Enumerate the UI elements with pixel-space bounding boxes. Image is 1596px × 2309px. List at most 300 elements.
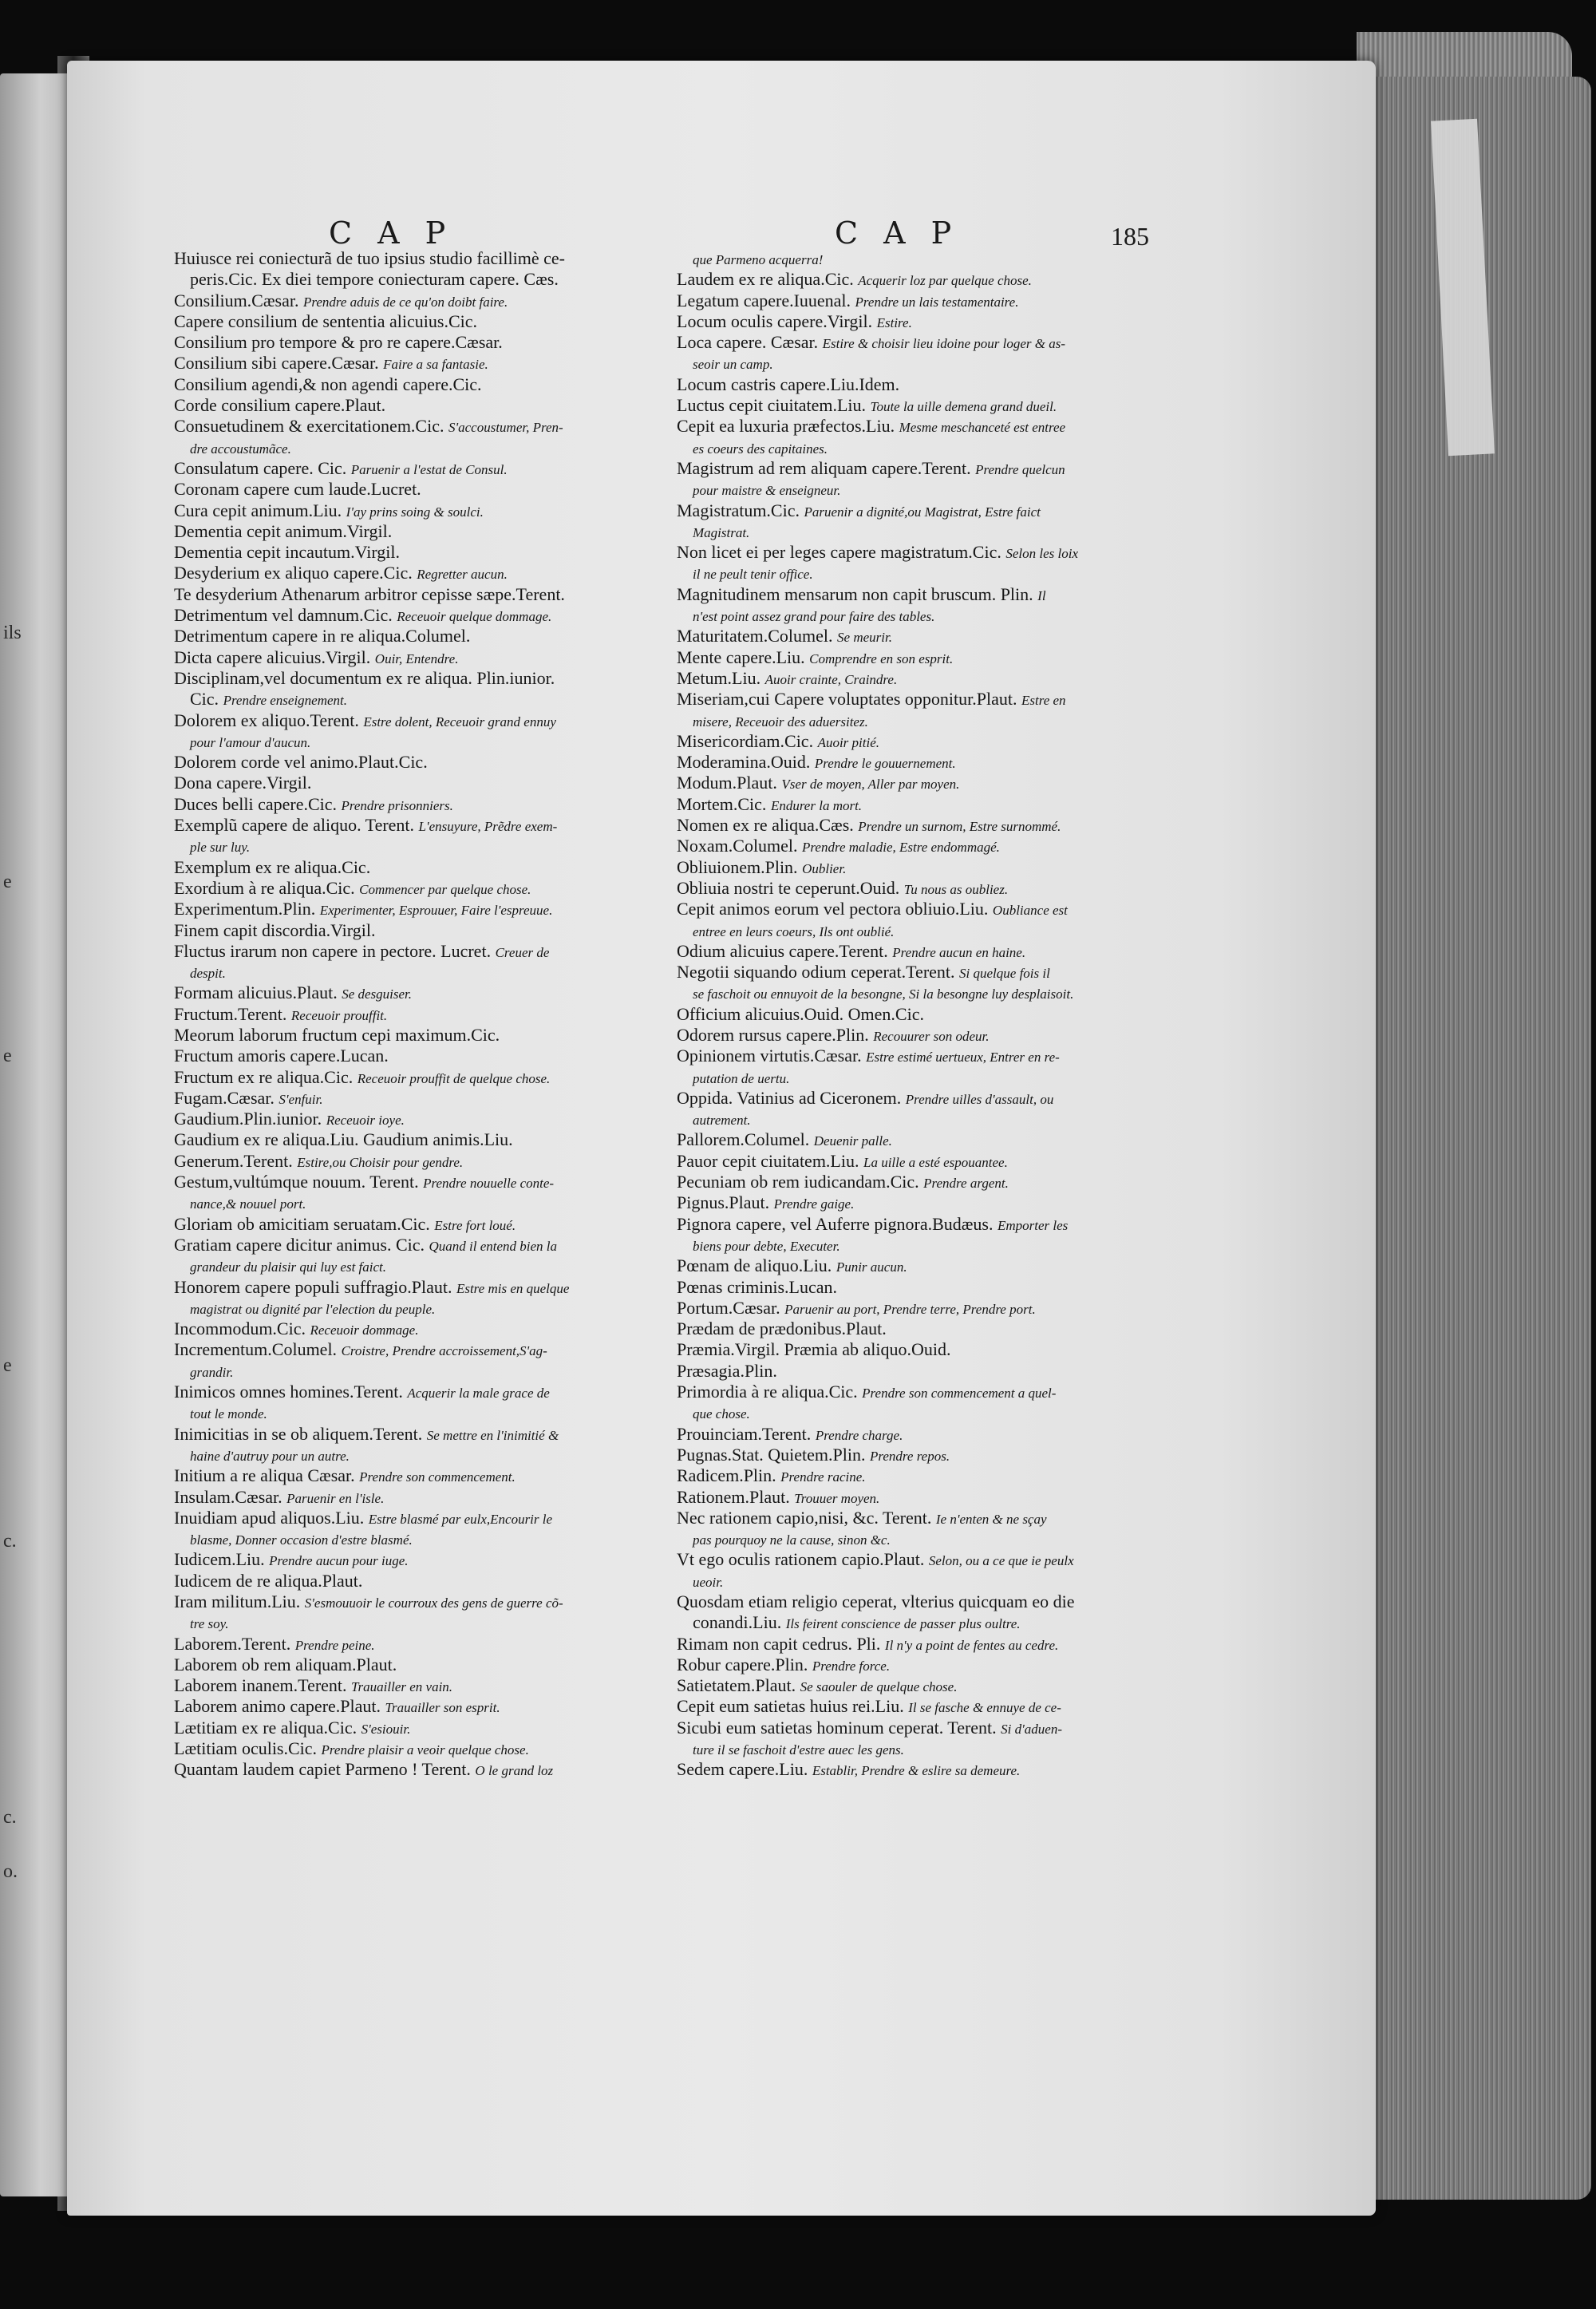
french-gloss: Endurer la mort. [770, 797, 863, 813]
french-gloss: Auoir pitié. [817, 734, 880, 750]
dictionary-entry [677, 1613, 1140, 1634]
dictionary-entry [174, 1635, 642, 1655]
dictionary-entry [677, 1635, 1140, 1655]
dictionary-entry [174, 606, 642, 627]
fragment-text: c. [3, 1807, 17, 1828]
french-gloss: misere, Receuoir des aduersitez. [693, 714, 868, 729]
dictionary-entry [174, 1718, 642, 1739]
dictionary-entry [174, 836, 642, 857]
dictionary-entry [677, 1508, 1140, 1529]
french-gloss: Prendre nouuelle conte- [423, 1176, 555, 1192]
dictionary-entry [677, 417, 1140, 437]
dictionary-entry [174, 1550, 642, 1571]
dictionary-entry [174, 1362, 642, 1382]
dictionary-entry [174, 1236, 642, 1256]
french-gloss: Emporter les [998, 1217, 1069, 1233]
french-gloss: Toute la uille demena grand dueil. [870, 399, 1057, 415]
fragment-text: ils [3, 623, 22, 643]
french-gloss: S'esiouir. [361, 1721, 411, 1737]
latin-text: Gaudium.Plin.iunior. [174, 1109, 322, 1129]
french-gloss: Receuoir dommage. [310, 1323, 419, 1338]
latin-text: Locum castris capere.Liu.Idem. [677, 374, 900, 394]
french-gloss: S'accoustumer, Pren- [448, 420, 563, 436]
dictionary-entry [677, 1362, 1140, 1382]
french-gloss: Se desguiser. [342, 986, 413, 1002]
french-gloss: Selon les loix [1005, 546, 1078, 562]
latin-text: Huiusce rei coniecturã de tuo ipsius studio facillimè ce- [174, 248, 565, 268]
french-gloss: ture il se faschoit d'estre auec les gens. [693, 1742, 904, 1758]
french-gloss: nance,& nouuel port. [190, 1196, 306, 1212]
dictionary-entry [677, 1550, 1140, 1571]
french-gloss: Il se fasche & ennuye de ce- [908, 1700, 1061, 1716]
latin-text: Iudicem.Liu. [174, 1549, 265, 1570]
french-gloss: Prendre son commencement a quel- [862, 1386, 1057, 1402]
latin-text: Noxam.Columel. [677, 836, 798, 856]
dictionary-entry [174, 816, 642, 836]
french-gloss: Prendre aucun pour iuge. [269, 1553, 409, 1569]
dictionary-entry [174, 1193, 642, 1214]
latin-text: Prædam de prædonibus.Plaut. [677, 1319, 887, 1339]
dictionary-entry [174, 899, 642, 920]
latin-text: Consilium agendi,& non agendi capere.Cic. [174, 374, 482, 394]
french-gloss: Prendre uilles d'assault, ou [905, 1091, 1054, 1107]
dictionary-entry [174, 1572, 642, 1592]
french-gloss: Trouuer moyen. [794, 1490, 880, 1506]
dictionary-entry [174, 732, 642, 753]
latin-text: Consuetudinem & exercitationem.Cic. [174, 416, 444, 437]
french-gloss: tre soy. [190, 1616, 229, 1632]
latin-text: Laborem inanem.Terent. [174, 1675, 347, 1696]
dictionary-entry [677, 459, 1140, 480]
dictionary-entry [677, 1319, 1140, 1340]
dictionary-entry [174, 1152, 642, 1172]
french-gloss: ueoir. [693, 1574, 724, 1590]
dictionary-entry [677, 480, 1140, 500]
french-gloss: Receuoir prouffit. [290, 1007, 388, 1023]
latin-text: Negotii siquando odium ceperat.Terent. [677, 962, 955, 983]
latin-text: Magnitudinem mensarum non capit bruscum. Plin. [677, 583, 1033, 604]
french-gloss: se faschoit ou ennuyoit de la besongne, Si la besongne luy desplaisoit. [693, 986, 1074, 1002]
latin-text: Gaudium ex re aliqua.Liu. Gaudium animis.Liu. [174, 1129, 513, 1150]
dictionary-entry [174, 1026, 642, 1046]
french-gloss: Prendre gaige. [773, 1196, 855, 1212]
french-gloss: Prendre plaisir a veoir quelque chose. [321, 1742, 529, 1758]
latin-text: Exordium à re aliqua.Cic. [174, 877, 355, 898]
latin-text: Odium alicuius capere.Terent. [677, 940, 888, 961]
dictionary-entry [174, 501, 642, 522]
french-gloss: Prendre racine. [780, 1469, 866, 1485]
latin-text: Robur capere.Plin. [677, 1654, 808, 1674]
latin-text: Consilium pro tempore & pro re capere.Cæsar. [174, 332, 503, 353]
dictionary-entry [677, 563, 1140, 584]
dictionary-entry [174, 270, 642, 291]
left-column [174, 249, 642, 1781]
dictionary-entry [174, 480, 642, 500]
dictionary-entry [677, 606, 1140, 627]
latin-text: Maturitatem.Columel. [677, 626, 833, 646]
french-gloss: Prendre enseignement. [223, 693, 348, 709]
dictionary-entry [174, 1508, 642, 1529]
dictionary-entry [677, 1425, 1140, 1445]
latin-text: Fructum amoris capere.Lucan. [174, 1046, 389, 1066]
latin-text: Detrimentum vel damnum.Cic. [174, 605, 393, 626]
french-gloss: Prendre charge. [815, 1427, 903, 1443]
latin-text: Vt ego oculis rationem capio.Plaut. [677, 1549, 925, 1570]
latin-text: Primordia à re aliqua.Cic. [677, 1382, 858, 1402]
french-gloss: n'est point assez grand pour faire des tables. [693, 609, 935, 625]
latin-text: Iudicem de re aliqua.Plaut. [174, 1570, 363, 1591]
french-gloss: Se meurir. [837, 630, 892, 646]
latin-text: Generum.Terent. [174, 1150, 293, 1171]
dictionary-entry [174, 375, 642, 396]
latin-text: Formam alicuius.Plaut. [174, 983, 338, 1003]
dictionary-entry [677, 1529, 1140, 1550]
latin-text: Portum.Cæsar. [677, 1297, 780, 1318]
dictionary-entry [677, 375, 1140, 396]
dictionary-entry [677, 249, 1140, 270]
dictionary-entry [677, 396, 1140, 417]
latin-text: Dementia cepit animum.Virgil. [174, 520, 393, 541]
running-head-left: C A P [329, 215, 454, 251]
latin-text: Disciplinam,vel documentum ex re aliqua. Plin.iunior. [174, 667, 555, 688]
dictionary-entry [677, 1340, 1140, 1361]
latin-text: Gratiam capere dicitur animus. Cic. [174, 1234, 425, 1255]
latin-text: Dolorem corde vel animo.Plaut.Cic. [174, 752, 428, 773]
dictionary-entry [677, 1152, 1140, 1172]
dictionary-entry [174, 1613, 642, 1634]
dictionary-entry [174, 563, 642, 584]
french-gloss: dre accoustumãce. [190, 441, 291, 457]
dictionary-entry [677, 312, 1140, 333]
dictionary-entry [677, 438, 1140, 459]
french-gloss: haine d'autruy pour un autre. [190, 1448, 350, 1464]
latin-text: Iram militum.Liu. [174, 1591, 301, 1611]
dictionary-entry [174, 1488, 642, 1508]
dictionary-entry [677, 1760, 1140, 1781]
dictionary-entry [174, 333, 642, 354]
french-gloss: Prendre peine. [294, 1637, 375, 1653]
dictionary-entry [677, 1005, 1140, 1026]
french-gloss: es coeurs des capitaines. [693, 441, 828, 457]
latin-text: Inimicitias in se ob aliquem.Terent. [174, 1423, 423, 1444]
latin-text: Miseriam,cui Capere voluptates opponitur.Plaut. [677, 689, 1017, 710]
latin-text: Non licet ei per leges capere magistratum.Cic. [677, 542, 1001, 563]
french-gloss: Commencer par quelque chose. [359, 881, 531, 897]
running-head-right: C A P [835, 215, 960, 251]
dictionary-entry [677, 522, 1140, 543]
french-gloss: entree en leurs coeurs, Ils ont oublié. [693, 923, 895, 939]
dictionary-entry [677, 1676, 1140, 1697]
french-gloss: Trauailler en vain. [351, 1679, 453, 1695]
dictionary-entry [677, 627, 1140, 647]
latin-text: Detrimentum capere in re aliqua.Columel. [174, 626, 471, 646]
dictionary-entry [677, 1089, 1140, 1109]
latin-text: Magistratum.Cic. [677, 500, 800, 520]
fragment-text: e [3, 872, 12, 892]
dictionary-entry [174, 858, 642, 879]
dictionary-entry [677, 501, 1140, 522]
left-page-edge [0, 73, 73, 2196]
dictionary-entry [174, 543, 642, 563]
latin-text: Magistrum ad rem aliquam capere.Terent. [677, 457, 971, 478]
french-gloss: Vser de moyen, Aller par moyen. [781, 777, 960, 793]
latin-text: Insulam.Cæsar. [174, 1486, 282, 1507]
french-gloss: Il [1037, 587, 1046, 603]
dictionary-entry [174, 438, 642, 459]
latin-text: Corde consilium capere.Plaut. [174, 395, 386, 416]
french-gloss: Estre blasmé par eulx,Encourir le [368, 1511, 553, 1527]
dictionary-entry [174, 1425, 642, 1445]
latin-text: Dementia cepit incautum.Virgil. [174, 542, 400, 563]
dictionary-entry [677, 879, 1140, 899]
french-gloss: Estre estimé uertueux, Entrer en re- [866, 1050, 1060, 1066]
latin-text: Radicem.Plin. [677, 1465, 776, 1486]
dictionary-entry [677, 1592, 1140, 1613]
dictionary-entry [677, 1655, 1140, 1676]
latin-text: Consulatum capere. Cic. [174, 457, 347, 478]
latin-text: Nomen ex re aliqua.Cæs. [677, 815, 854, 836]
latin-text: Pugnas.Stat. Quietem.Plin. [677, 1444, 866, 1465]
dictionary-entry [174, 291, 642, 312]
dictionary-entry [174, 312, 642, 333]
latin-text: Initium a re aliqua Cæsar. [174, 1465, 355, 1486]
dictionary-entry [174, 963, 642, 983]
latin-text: Pignus.Plaut. [677, 1192, 770, 1213]
latin-text: Consilium sibi capere.Cæsar. [174, 353, 379, 374]
latin-text: Honorem capere populi suffragio.Plaut. [174, 1276, 452, 1297]
latin-text: Sedem capere.Liu. [677, 1759, 808, 1780]
french-gloss: Magistrat. [693, 524, 750, 540]
french-gloss: Estire,ou Choisir pour gendre. [297, 1154, 464, 1170]
dictionary-entry [677, 669, 1140, 690]
dictionary-entry [677, 1046, 1140, 1067]
dictionary-entry [677, 585, 1140, 606]
dictionary-entry [677, 1130, 1140, 1151]
latin-text: Dona capere.Virgil. [174, 773, 312, 793]
dictionary-entry [677, 773, 1140, 794]
latin-text: Mente capere.Liu. [677, 646, 805, 667]
latin-text: Desyderium ex aliquo capere.Cic. [174, 563, 413, 583]
dictionary-entry [174, 1655, 642, 1676]
latin-text: Pauor cepit ciuitatem.Liu. [677, 1150, 859, 1171]
latin-text: Fructum.Terent. [174, 1003, 287, 1024]
french-gloss: autrement. [693, 1113, 751, 1129]
latin-text: Præmia.Virgil. Præmia ab aliquo.Ouid. [677, 1339, 951, 1360]
dictionary-entry [174, 1739, 642, 1760]
fragment-text: o. [3, 1861, 18, 1882]
french-gloss: Prendre aduis de ce qu'on doibt faire. [302, 294, 508, 310]
dictionary-entry [677, 732, 1140, 753]
dictionary-entry [677, 816, 1140, 836]
french-gloss: Ouir, Entendre. [374, 650, 459, 666]
dictionary-entry [174, 522, 642, 543]
french-gloss: magistrat ou dignité par l'election du peuple. [190, 1301, 436, 1317]
latin-text: Te desyderium Athenarum arbitror cepisse sæpe.Terent. [174, 583, 565, 604]
dictionary-entry [174, 983, 642, 1004]
latin-text: Pallorem.Columel. [677, 1129, 810, 1150]
page-number: 185 [1111, 222, 1149, 251]
latin-text: Laudem ex re aliqua.Cic. [677, 269, 854, 290]
french-gloss: despit. [190, 966, 226, 982]
right-column [677, 249, 1140, 1781]
dictionary-entry [174, 396, 642, 417]
french-gloss: blasme, Donner occasion d'estre blasmé. [190, 1532, 413, 1548]
french-gloss: que Parmeno acquerra! [693, 252, 824, 267]
latin-text: Oppida. Vatinius ad Ciceronem. [677, 1087, 902, 1108]
dictionary-entry [677, 1718, 1140, 1739]
dictionary-entry [174, 1005, 642, 1026]
latin-text: Moderamina.Ouid. [677, 752, 811, 773]
french-gloss: il ne peult tenir office. [693, 567, 813, 583]
dictionary-entry [174, 1299, 642, 1319]
french-gloss: Mesme meschanceté est entree [899, 420, 1066, 436]
dictionary-entry [677, 690, 1140, 710]
french-gloss: Receuoir quelque dommage. [397, 609, 552, 625]
latin-text: Modum.Plaut. [677, 773, 777, 793]
dictionary-entry [174, 1340, 642, 1361]
latin-text: Locum oculis capere.Virgil. [677, 310, 873, 331]
french-gloss: Se mettre en l'inimitié & [426, 1427, 559, 1443]
dictionary-entry [174, 1466, 642, 1487]
latin-text: Officium alicuius.Ouid. Omen.Cic. [677, 1003, 924, 1024]
french-gloss: S'esmouuoir le courroux des gens de guerre cõ- [304, 1595, 563, 1611]
latin-text: Misericordiam.Cic. [677, 730, 814, 751]
french-gloss: Paruenir en l'isle. [286, 1490, 385, 1506]
dictionary-entry [174, 795, 642, 816]
french-gloss: Estre dolent, Receuoir grand ennuy [363, 714, 556, 729]
dictionary-entry [174, 627, 642, 647]
latin-text: Consilium.Cæsar. [174, 290, 299, 310]
dictionary-entry [677, 543, 1140, 563]
latin-text: Obliuionem.Plin. [677, 856, 798, 877]
french-gloss: Regretter aucun. [417, 567, 508, 583]
dictionary-entry [677, 354, 1140, 374]
latin-text: Laborem ob rem aliquam.Plaut. [174, 1654, 397, 1674]
latin-text: Fluctus irarum non capere in pectore. Lucret. [174, 940, 492, 961]
latin-text: Finem capit discordia.Virgil. [174, 919, 376, 940]
latin-text: Lætitiam oculis.Cic. [174, 1738, 318, 1759]
french-gloss: Estre en [1021, 693, 1066, 709]
latin-text: Pœnam de aliquo.Liu. [677, 1255, 832, 1276]
dictionary-entry [677, 963, 1140, 983]
dictionary-entry [174, 1529, 642, 1550]
dictionary-entry [677, 1256, 1140, 1277]
latin-text: Fugam.Cæsar. [174, 1087, 275, 1108]
dictionary-entry [677, 291, 1140, 312]
dictionary-entry [174, 1109, 642, 1130]
french-gloss: Estre mis en quelque [456, 1280, 570, 1296]
latin-text: Gloriam ob amicitiam seruatam.Cic. [174, 1213, 430, 1234]
latin-text: Cura cepit animum.Liu. [174, 500, 342, 520]
latin-text: Loca capere. Cæsar. [677, 332, 819, 353]
french-gloss: grandir. [190, 1364, 234, 1380]
french-gloss: Il n'y a point de fentes au cedre. [884, 1637, 1059, 1653]
dictionary-entry [677, 1739, 1140, 1760]
latin-text: Rimam non capit cedrus. Pli. [677, 1633, 881, 1654]
french-gloss: putation de uertu. [693, 1070, 790, 1086]
dictionary-entry [174, 354, 642, 374]
french-gloss: Punir aucun. [836, 1259, 907, 1275]
latin-text: conandi.Liu. [693, 1612, 782, 1633]
french-gloss: Prendre prisonniers. [341, 797, 453, 813]
latin-text: Dolorem ex aliquo.Terent. [174, 710, 359, 730]
dictionary-entry [174, 1256, 642, 1277]
latin-text: Cepit eum satietas huius rei.Liu. [677, 1696, 904, 1717]
french-gloss: Trauailler son esprit. [385, 1700, 500, 1716]
latin-text: Exemplũ capere de aliquo. Terent. [174, 815, 415, 836]
latin-text: Rationem.Plaut. [677, 1486, 790, 1507]
latin-text: Præsagia.Plin. [677, 1360, 777, 1381]
french-gloss: Prendre un lais testamentaire. [855, 294, 1019, 310]
dictionary-entry [677, 1466, 1140, 1487]
latin-text: Cepit ea luxuria præfectos.Liu. [677, 416, 895, 437]
left-page-fragments [3, 73, 67, 2196]
french-gloss: Estre fort loué. [434, 1217, 516, 1233]
french-gloss: Prendre quelcun [975, 461, 1065, 477]
latin-text: peris.Cic. Ex diei tempore coniecturam capere. Cæs. [190, 269, 559, 290]
fragment-text: e [3, 1046, 12, 1066]
dictionary-entry [677, 648, 1140, 669]
french-gloss: S'enfuir. [279, 1091, 323, 1107]
dictionary-entry [677, 1299, 1140, 1319]
french-gloss: Experimenter, Esprouuer, Faire l'espreuue. [319, 903, 553, 919]
french-gloss: Faire a sa fantasie. [383, 357, 488, 373]
french-gloss: O le grand loz [475, 1763, 554, 1779]
latin-text: Coronam capere cum laude.Lucret. [174, 479, 421, 500]
dictionary-entry [677, 711, 1140, 732]
dictionary-entry [174, 1676, 642, 1697]
french-gloss: Quand il entend bien la [429, 1238, 558, 1254]
dictionary-entry [677, 1403, 1140, 1424]
dictionary-entry [677, 858, 1140, 879]
latin-text: Quantam laudem capiet Parmeno ! Terent. [174, 1759, 471, 1780]
latin-text: Quosdam etiam religio ceperat, vlterius quicquam eo die [677, 1591, 1075, 1611]
dictionary-entry [677, 921, 1140, 942]
fragment-text: e [3, 1355, 12, 1376]
latin-text: Luctus cepit ciuitatem.Liu. [677, 395, 867, 416]
latin-text: Laborem.Terent. [174, 1633, 291, 1654]
french-gloss: Prendre force. [812, 1658, 891, 1674]
dictionary-entry [677, 1068, 1140, 1089]
dictionary-entry [677, 333, 1140, 354]
latin-text: Inuidiam apud aliquos.Liu. [174, 1507, 365, 1528]
french-gloss: que chose. [693, 1406, 750, 1422]
dictionary-entry [677, 753, 1140, 773]
dictionary-entry [677, 1172, 1140, 1193]
french-gloss: Tu nous as oubliez. [903, 881, 1009, 897]
dictionary-entry [677, 1215, 1140, 1236]
french-gloss: Receuoir prouffit de quelque chose. [357, 1070, 551, 1086]
dictionary-entry [174, 1215, 642, 1236]
latin-text: Pignora capere, vel Auferre pignora.Budæus. [677, 1213, 994, 1234]
latin-text: Opinionem virtutis.Cæsar. [677, 1046, 862, 1066]
french-gloss: Establir, Prendre & eslire sa demeure. [812, 1763, 1021, 1779]
french-gloss: seoir un camp. [693, 357, 773, 373]
dictionary-entry [174, 773, 642, 794]
dictionary-entry [677, 1109, 1140, 1130]
dictionary-entry [174, 669, 642, 690]
french-gloss: grandeur du plaisir qui luy est faict. [190, 1259, 387, 1275]
fragment-text: c. [3, 1531, 17, 1552]
french-gloss: Prendre le gouuernement. [814, 756, 956, 772]
french-gloss: Paruenir a dignité,ou Magistrat, Estre faict [804, 504, 1041, 520]
french-gloss: Selon, ou a ce que ie peulx [928, 1553, 1074, 1569]
french-gloss: Estire. [876, 314, 912, 330]
latin-text: Dicta capere alicuius.Virgil. [174, 646, 371, 667]
dictionary-entry [677, 270, 1140, 291]
dictionary-entry [174, 459, 642, 480]
french-gloss: Paruenir au port, Prendre terre, Prendre port. [784, 1301, 1036, 1317]
